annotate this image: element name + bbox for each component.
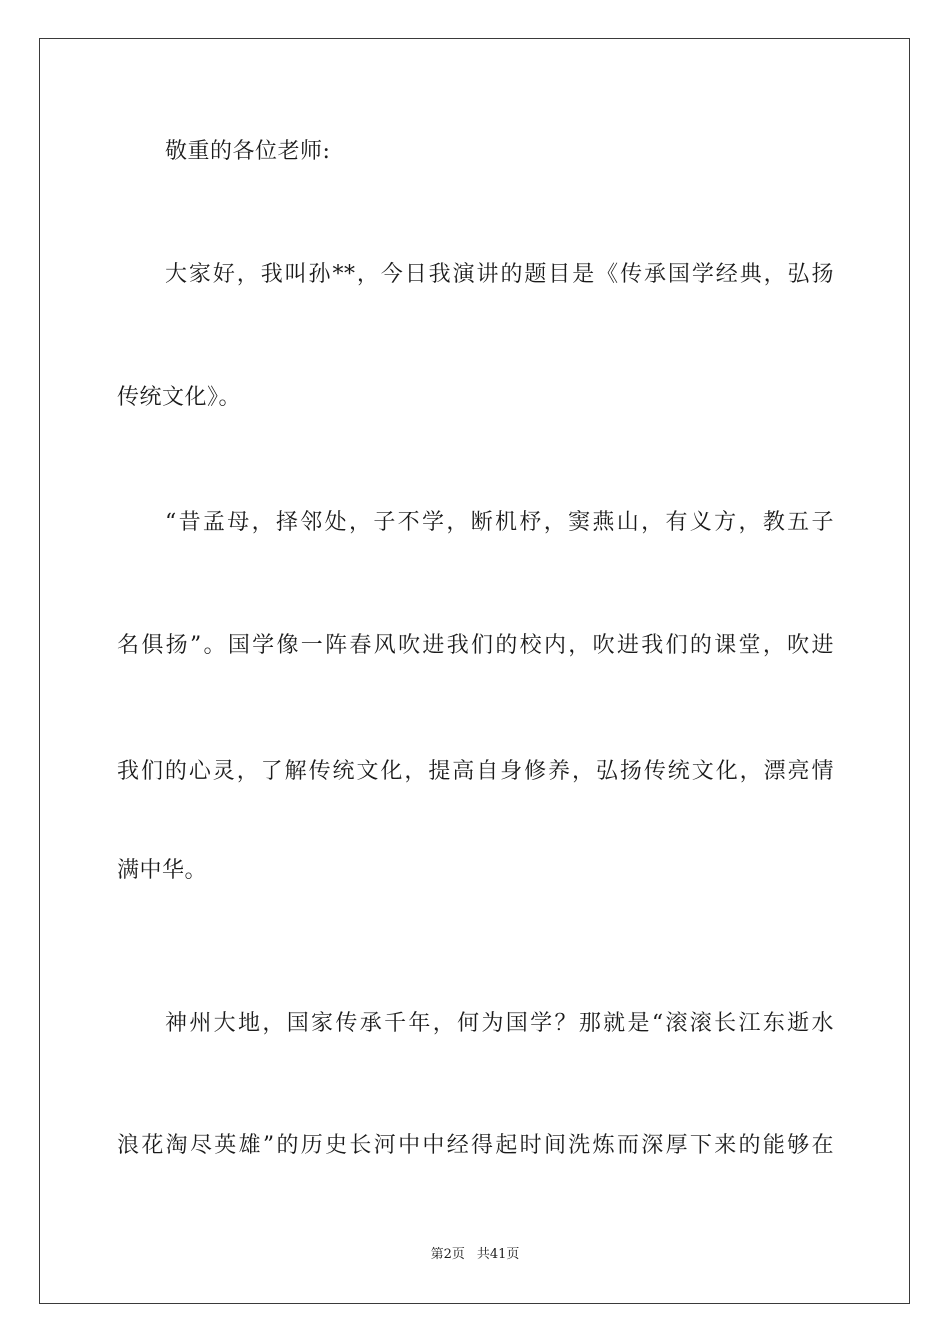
paragraph-line: 大家好，我叫孙**，今日我演讲的题目是《传承国学经典，弘扬 (165, 262, 834, 287)
paragraph-line: 神州大地，国家传承千年，何为国学？那就是“滚滚长江东逝水 (165, 1011, 834, 1036)
paragraph-line: 满中华。 (117, 858, 208, 883)
paragraph-line: 名俱扬”。国学像一阵春风吹进我们的校内，吹进我们的课堂，吹进 (117, 633, 834, 658)
page-total: 共41页 (476, 1247, 520, 1262)
page-number: 第2页 (430, 1247, 465, 1262)
paragraph-line: 浪花淘尽英雄”的历史长河中中经得起时间洗炼而深厚下来的能够在 (117, 1133, 834, 1158)
page-footer (0, 1246, 950, 1264)
paragraph-line: “昔孟母，择邻处，子不学，断机杼，窦燕山，有义方，教五子 (165, 510, 834, 535)
page-border (39, 38, 910, 1304)
salutation-line: 敬重的各位老师: (165, 139, 331, 164)
paragraph-line: 我们的心灵，了解传统文化，提高自身修养，弘扬传统文化，漂亮情 (117, 759, 834, 784)
paragraph-line: 传统文化》。 (117, 385, 242, 410)
